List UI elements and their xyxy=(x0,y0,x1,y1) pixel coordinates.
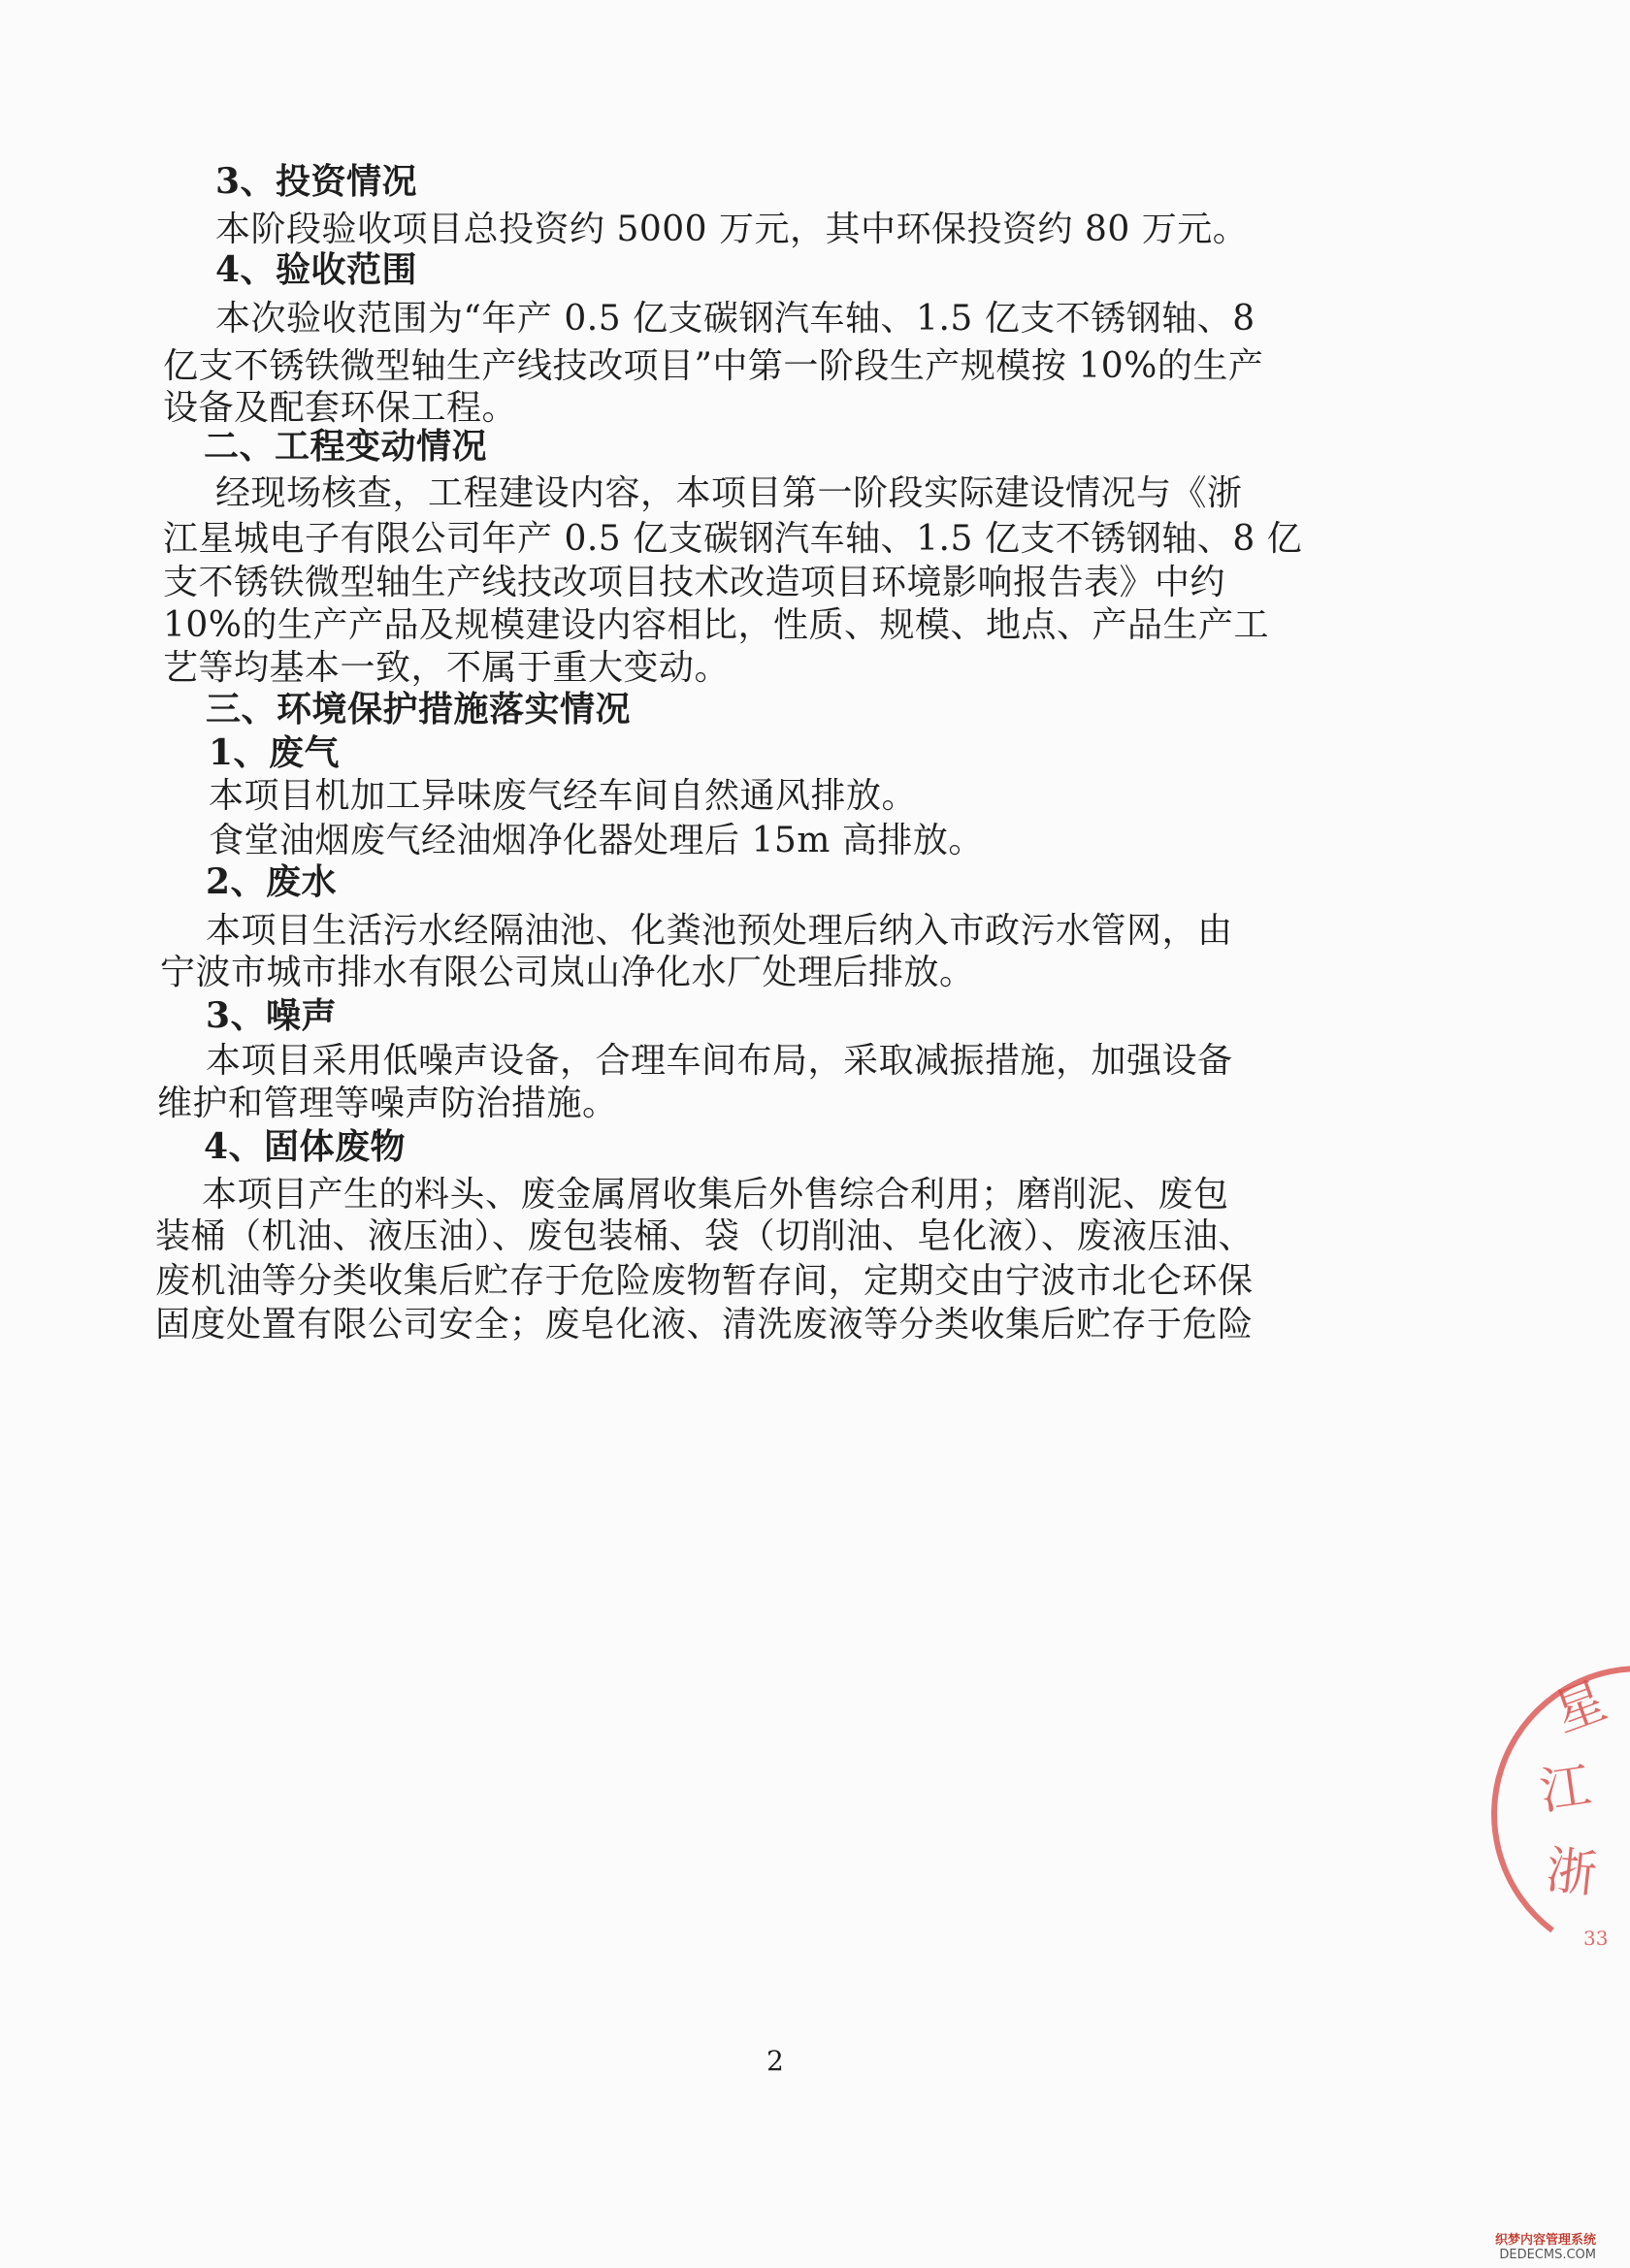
site-watermark xyxy=(1495,2233,1596,2262)
paragraph-line: 江星城电子有限公司年产 0.5 亿支碳钢汽车轴、1.5 亿支不锈钢轴、8 亿 xyxy=(163,519,1303,559)
paragraph-line: 10%的生产产品及规模建设内容相比，性质、规模、地点、产品生产工 xyxy=(163,605,1270,645)
paragraph-line: 固度处置有限公司安全；废皂化液、清洗废液等分类收集后贮存于危险 xyxy=(155,1305,1254,1345)
watermark-line1: 织梦内容管理系统 xyxy=(1494,2233,1596,2248)
paragraph-line: 废机油等分类收集后贮存于危险废物暂存间，定期交由宁波市北仑环保 xyxy=(155,1261,1254,1301)
heading-waste-gas: 1、废气 xyxy=(209,732,341,773)
heading-env-measures: 三、环境保护措施落实情况 xyxy=(206,689,632,729)
paragraph-line: 装桶（机油、液压油）、废包装桶、袋（切削油、皂化液）、废液压油、 xyxy=(155,1216,1255,1256)
paragraph-line: 维护和管理等噪声防治措施。 xyxy=(157,1084,618,1123)
paragraph-line: 支不锈铁微型轴生产线技改项目技术改造项目环境影响报告表》中约 xyxy=(163,563,1226,602)
paragraph-line: 本项目生活污水经隔油池、化粪池预处理后纳入市政污水管网，由 xyxy=(206,911,1233,951)
heading-solid-waste: 4、固体废物 xyxy=(204,1126,407,1167)
paragraph-line: 亿支不锈铁微型轴生产线技改项目”中第一阶段生产规模按 10%的生产 xyxy=(163,346,1264,386)
paragraph-line: 设备及配套环保工程。 xyxy=(163,388,518,428)
svg-text:浙: 浙 xyxy=(1543,1841,1600,1905)
heading-scope: 4、验收范围 xyxy=(215,249,418,290)
heading-noise: 3、噪声 xyxy=(206,995,338,1036)
watermark-line2: DEDECMS.COM xyxy=(1499,2248,1596,2262)
svg-text:江: 江 xyxy=(1536,1757,1595,1822)
paragraph-line: 本阶段验收项目总投资约 5000 万元，其中环保投资约 80 万元。 xyxy=(215,210,1249,249)
heading-changes: 二、工程变动情况 xyxy=(204,426,488,467)
svg-text:33: 33 xyxy=(1583,1927,1609,1950)
paragraph-line: 本项目采用低噪声设备，合理车间布局，采取减振措施，加强设备 xyxy=(206,1041,1233,1081)
paragraph-line: 本项目产生的料头、废金属屑收集后外售综合利用；磨削泥、废包 xyxy=(202,1175,1229,1215)
paragraph-line: 食堂油烟废气经油烟净化器处理后 15m 高排放。 xyxy=(209,821,984,860)
company-seal-stamp xyxy=(1494,1639,1630,1989)
paragraph-line: 经现场核查，工程建设内容，本项目第一阶段实际建设情况与《浙 xyxy=(215,473,1243,513)
paragraph-line: 艺等均基本一致，不属于重大变动。 xyxy=(163,648,731,688)
svg-text:星: 星 xyxy=(1546,1671,1614,1744)
page-number: 2 xyxy=(766,2045,784,2077)
heading-waste-water: 2、废水 xyxy=(206,861,338,902)
paragraph-line: 宁波市城市排水有限公司岚山净化水厂处理后排放。 xyxy=(160,953,975,992)
paragraph-line: 本项目机加工异味废气经车间自然通风排放。 xyxy=(209,776,918,816)
paragraph-line: 本次验收范围为“年产 0.5 亿支碳钢汽车轴、1.5 亿支不锈钢轴、8 xyxy=(215,299,1255,339)
heading-investment: 3、投资情况 xyxy=(215,161,418,202)
